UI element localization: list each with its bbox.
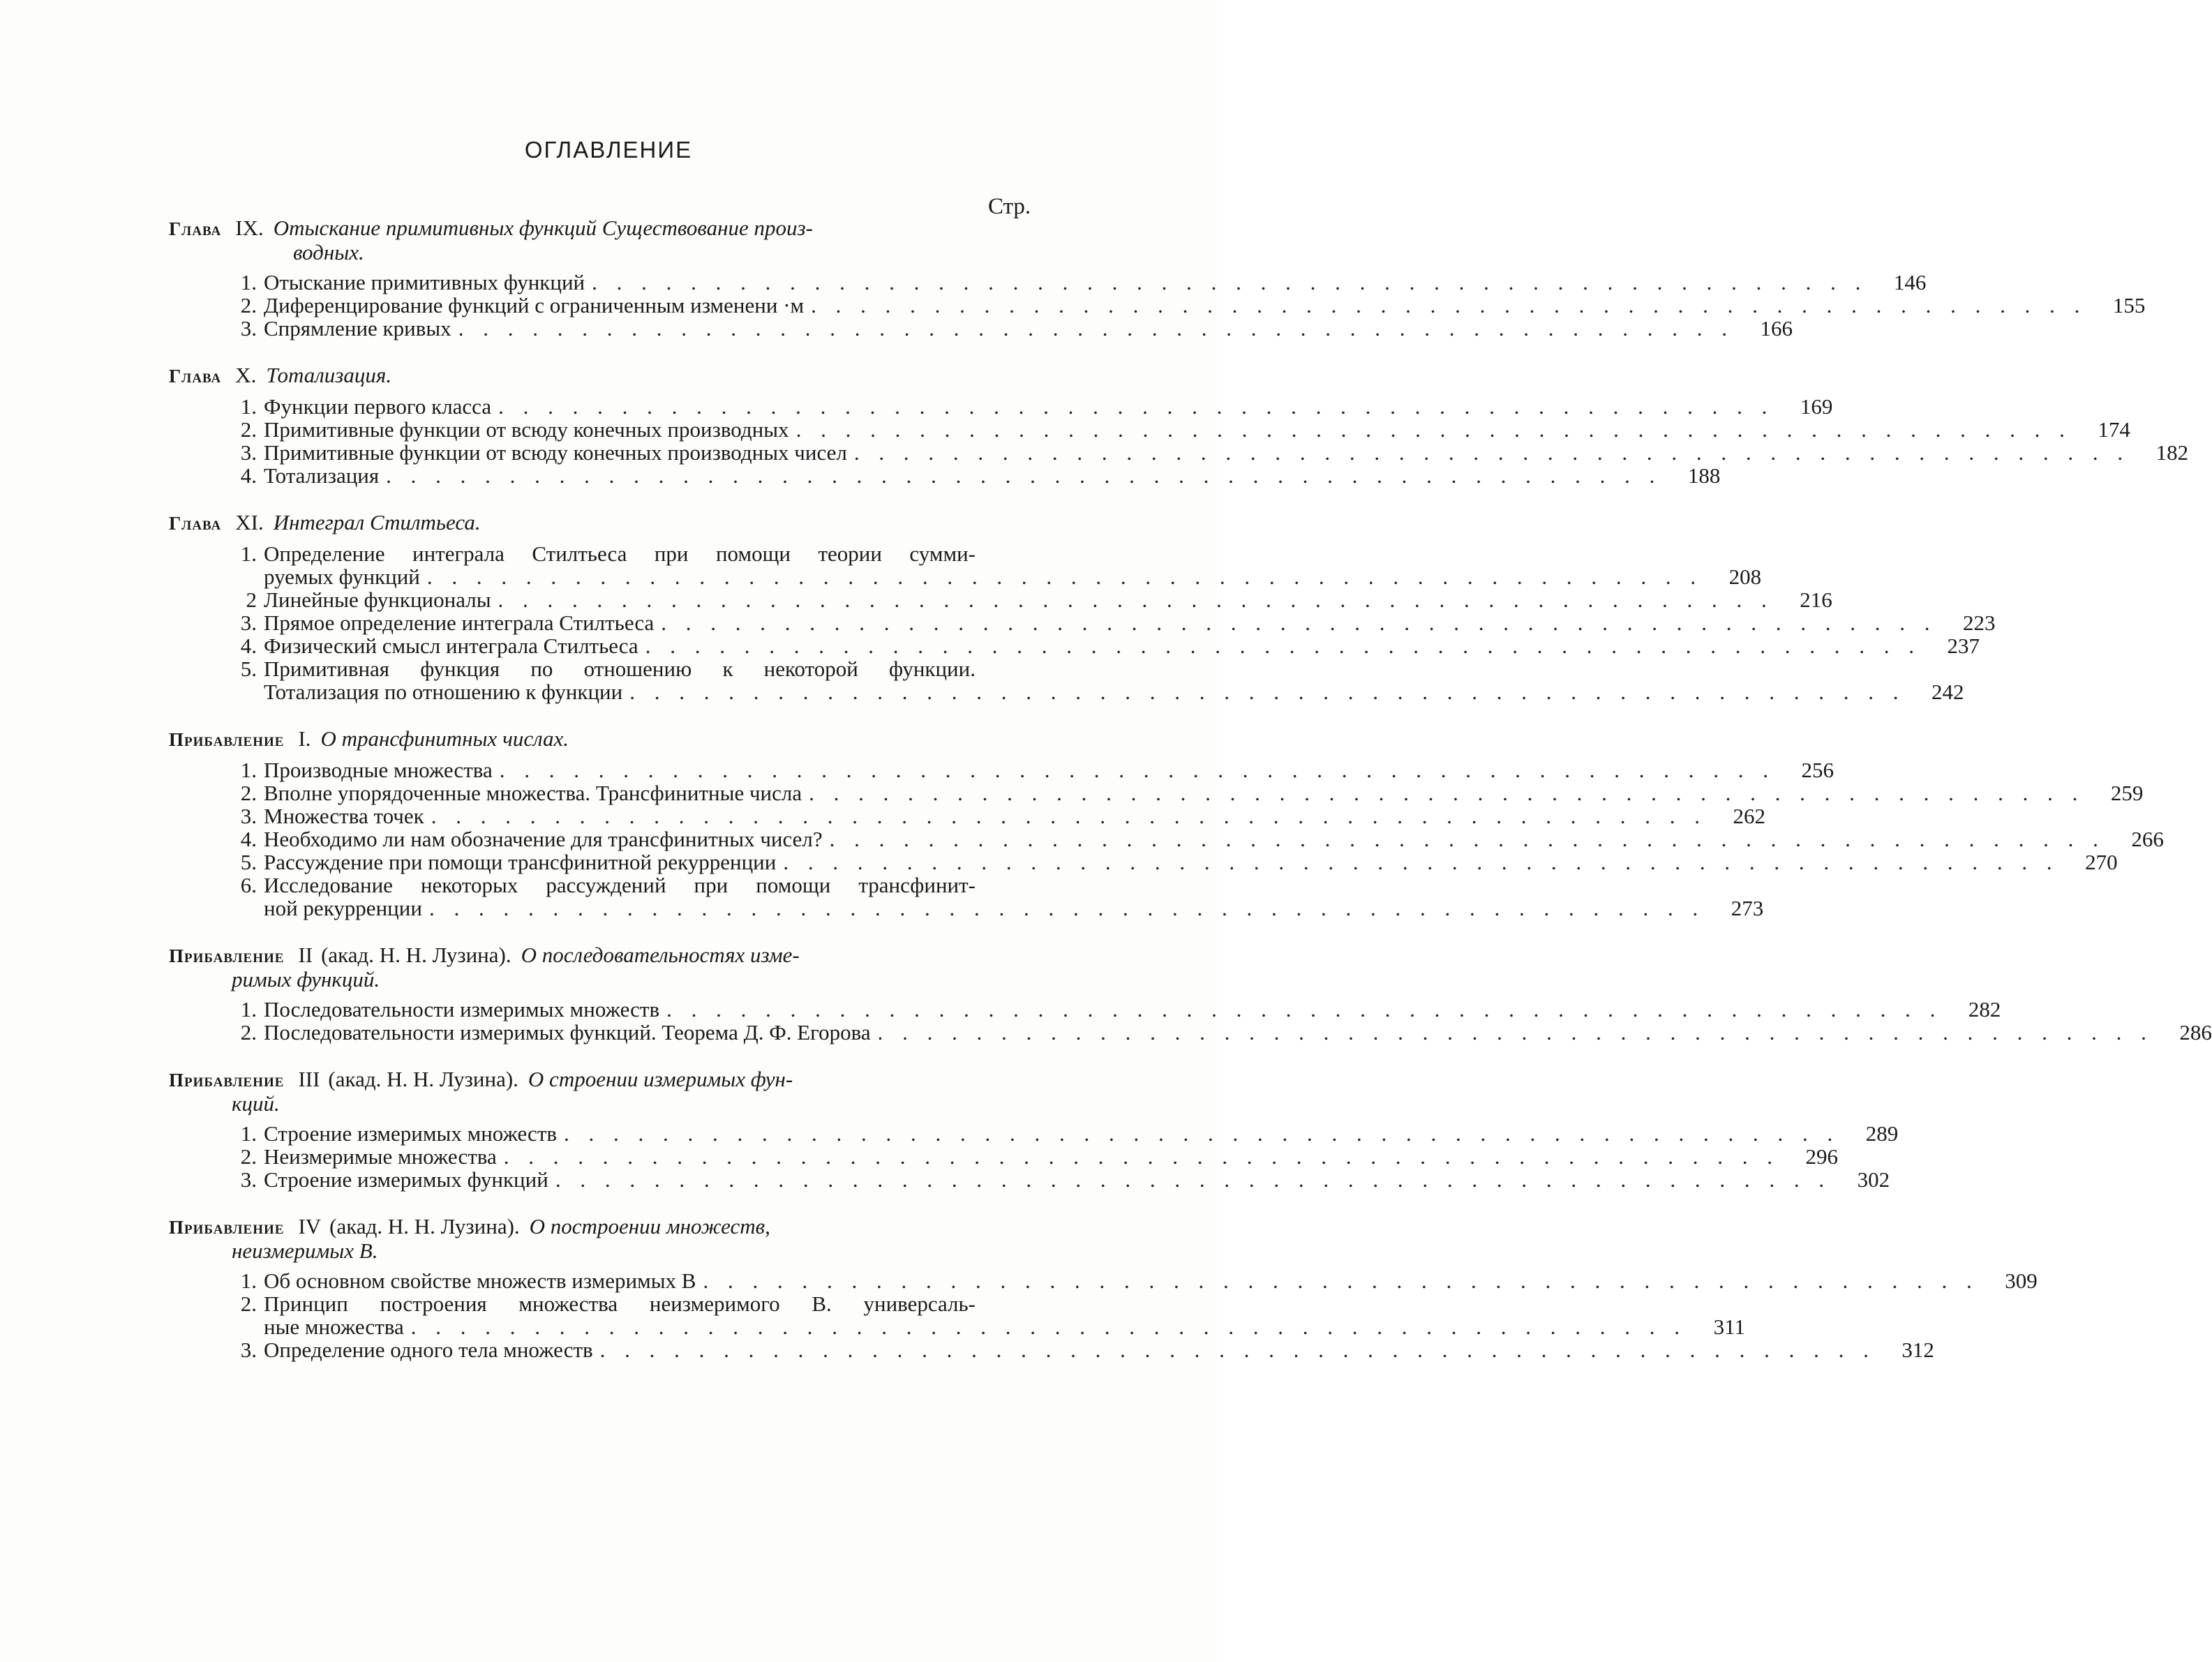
entry-number: 2.: [240, 293, 257, 317]
section-prefix: Глава: [169, 218, 222, 239]
section-author: (акад. Н. Н. Лузина).: [329, 1214, 520, 1238]
section-prefix: Глава: [169, 366, 222, 387]
entry-number: 1.: [240, 997, 257, 1021]
entry-number: 3.: [240, 440, 257, 465]
entry-page-number: 309: [2005, 1268, 2038, 1293]
toc-entry[interactable]: [169, 463, 1721, 488]
toc-entry[interactable]: [169, 440, 2189, 465]
entry-page-number: 182: [2155, 440, 2189, 465]
entry-page-number: 296: [1805, 1144, 1838, 1169]
toc-entry[interactable]: [169, 394, 1833, 419]
entry-page-number: 188: [1687, 463, 1721, 488]
leader-dots: . . . . . . . . . . . . . . . . . . . . . . . . . . . . . . . . . . . . . . . . . . . . . . . . . . . .: [499, 758, 1775, 782]
toc-entry[interactable]: [169, 293, 2146, 317]
leader-dots: . . . . . . . . . . . . . . . . . . . . . . . . . . . . . . . . . . . . . . . . . . . . . . . . . . . .: [458, 316, 1734, 340]
section-prefix: Прибавление: [169, 1217, 285, 1238]
section-number: IV: [298, 1214, 322, 1238]
entry-page-number: 286: [2179, 1020, 2212, 1045]
section-title: О строении измеримых фун-: [528, 1067, 793, 1091]
entry-text: Неизмеримые множества: [264, 1144, 497, 1169]
leader-dots: . . . . . . . . . . . . . . . . . . . . . . . . . . . . . . . . . . . . . . . . . . . . . . . . . . . .: [645, 634, 1921, 658]
leader-dots: . . . . . . . . . . . . . . . . . . . . . . . . . . . . . . . . . . . . . . . . . . . . . . . . . . . .: [666, 997, 1943, 1021]
leader-dots: . . . . . . . . . . . . . . . . . . . . . . . . . . . . . . . . . . . . . . . . . . . . . . . . . . . .: [629, 680, 1906, 704]
entry-number: 6.: [240, 873, 257, 897]
leader-dots: . . . . . . . . . . . . . . . . . . . . . . . . . . . . . . . . . . . . . . . . . . . . . . . . . . . .: [428, 896, 1705, 920]
leader-dots: . . . . . . . . . . . . . . . . . . . . . . . . . . . . . . . . . . . . . . . . . . . . . . . . . . . .: [703, 1268, 1979, 1293]
entry-page-number: 262: [1733, 804, 1765, 828]
entry-text: Функции первого класса: [264, 394, 492, 419]
section-entries: [169, 394, 2189, 488]
toc-entry[interactable]: [169, 611, 1996, 635]
entry-number: 4.: [240, 827, 257, 851]
leader-dots: . . . . . . . . . . . . . . . . . . . . . . . . . . . . . . . . . . . . . . . . . . . . . . . . . . . .: [498, 587, 1774, 612]
leader-dots: . . . . . . . . . . . . . . . . . . . . . . . . . . . . . . . . . . . . . . . . . . . . . . . . . . . .: [431, 804, 1707, 828]
section-entries: [169, 270, 2146, 340]
section-title: О трансфинитных числах.: [320, 726, 569, 751]
section-entries: [169, 1121, 1899, 1192]
section-author: (акад. Н. Н. Лузина).: [321, 943, 511, 967]
entry-number: 2.: [240, 417, 257, 442]
entry-page-number: 208: [1728, 564, 1762, 589]
entry-number: 1.: [240, 1268, 257, 1293]
entry-text: Прямое определение интеграла Стилтьеса: [264, 611, 655, 635]
toc-entry[interactable]: [169, 850, 2118, 874]
leader-dots: . . . . . . . . . . . . . . . . . . . . . . . . . . . . . . . . . . . . . . . . . . . . . . . . . . . .: [592, 270, 1868, 294]
table-of-contents: [169, 216, 2212, 1385]
section-entries: [169, 1268, 2038, 1362]
toc-entry[interactable]: [169, 587, 1832, 612]
entry-text: Определение интеграла Стилтьеса при помощи теории сумми-: [264, 541, 976, 566]
entry-number: 3.: [240, 804, 257, 828]
leader-dots: . . . . . . . . . . . . . . . . . . . . . . . . . . . . . . . . . . . . . . . . . . . . . . . . . . . .: [829, 827, 2105, 851]
leader-dots: . . . . . . . . . . . . . . . . . . . . . . . . . . . . . . . . . . . . . . . . . . . . . . . . . . . .: [661, 611, 1937, 635]
entry-page-number: 266: [2131, 827, 2164, 851]
section-prefix: Прибавление: [169, 1070, 285, 1091]
section-heading: [169, 216, 957, 264]
section-title-continuation: римых функций.: [232, 967, 380, 991]
section-title-continuation: неизмеримых В.: [232, 1238, 378, 1263]
entry-number: 2.: [240, 1292, 257, 1316]
toc-entry[interactable]: [169, 1268, 2038, 1293]
leader-dots: . . . . . . . . . . . . . . . . . . . . . . . . . . . . . . . . . . . . . . . . . . . . . . . . . . . .: [811, 293, 2087, 317]
entry-number: 5.: [240, 657, 257, 681]
entry-number: 3.: [240, 1338, 257, 1362]
entry-number: 1.: [240, 1121, 257, 1146]
section-heading: [169, 1215, 957, 1262]
section-number: IX.: [235, 216, 264, 240]
entry-number: 2.: [240, 781, 257, 805]
leader-dots: . . . . . . . . . . . . . . . . . . . . . . . . . . . . . . . . . . . . . . . . . . . . . . . . . . . .: [564, 1121, 1840, 1146]
leader-dots: . . . . . . . . . . . . . . . . . . . . . . . . . . . . . . . . . . . . . . . . . . . . . . . . . . . .: [795, 417, 2072, 442]
entry-page-number: 270: [2085, 850, 2118, 874]
entry-page-number: 169: [1800, 394, 1833, 419]
leader-dots: . . . . . . . . . . . . . . . . . . . . . . . . . . . . . . . . . . . . . . . . . . . . . . . . . . . .: [410, 1315, 1687, 1339]
toc-entry[interactable]: [169, 1292, 1745, 1339]
toc-entry[interactable]: [169, 634, 1980, 658]
section-heading: [169, 364, 957, 388]
entry-page-number: 155: [2112, 293, 2146, 317]
entry-text: Производные множества: [264, 758, 493, 782]
entry-text: Определение одного тела множеств: [264, 1338, 593, 1362]
toc-entry[interactable]: [169, 1121, 1899, 1146]
toc-entry[interactable]: [169, 270, 1927, 294]
section-title: О последовательностях изме-: [521, 943, 800, 967]
entry-page-number: 302: [1857, 1167, 1890, 1192]
toc-entry[interactable]: [169, 1020, 2212, 1045]
leader-dots: . . . . . . . . . . . . . . . . . . . . . . . . . . . . . . . . . . . . . . . . . . . . . . . . . . . .: [783, 850, 2059, 874]
leader-dots: . . . . . . . . . . . . . . . . . . . . . . . . . . . . . . . . . . . . . . . . . . . . . . . . . . . .: [503, 1144, 1779, 1169]
entry-text: Диференцирование функций с ограниченным изменени ·м: [264, 293, 805, 317]
entry-text: Отыскание примитивных функций: [264, 270, 585, 294]
entry-number: 3.: [240, 1167, 257, 1192]
section-title-continuation: кций.: [232, 1091, 280, 1116]
toc-entry[interactable]: [169, 316, 1793, 340]
entry-page-number: 146: [1893, 270, 1927, 294]
section-number: X.: [235, 363, 257, 387]
entry-page-number: 282: [1968, 997, 2001, 1021]
section-number: I.: [298, 726, 311, 751]
leader-dots: . . . . . . . . . . . . . . . . . . . . . . . . . . . . . . . . . . . . . . . . . . . . . . . . . . . .: [599, 1338, 1876, 1362]
entry-text: Примитивные функции от всюду конечных производных чисел: [264, 440, 847, 465]
entry-text-continuation: ной рекурренции: [264, 896, 422, 920]
entry-number: 1.: [240, 541, 257, 566]
section-heading: [169, 943, 957, 991]
leader-dots: . . . . . . . . . . . . . . . . . . . . . . . . . . . . . . . . . . . . . . . . . . . . . . . . . . . .: [555, 1167, 1832, 1192]
entry-text-continuation: ные множества: [264, 1315, 404, 1339]
entry-text: Множества точек: [264, 804, 424, 828]
section-title: Отыскание примитивных функций Существование произ-: [273, 216, 813, 240]
entry-number: 5.: [240, 850, 257, 874]
entry-text: Линейные функционалы: [264, 587, 491, 612]
entry-text: Принцип построения множества неизмеримого В. универсаль-: [264, 1292, 976, 1316]
page-title: ОГЛАВЛЕНИЕ: [524, 137, 693, 163]
toc-entry[interactable]: [169, 1167, 1890, 1192]
toc-entry[interactable]: [169, 417, 2130, 442]
section-entries: [169, 997, 2212, 1045]
entry-page-number: 311: [1713, 1315, 1745, 1339]
leader-dots: . . . . . . . . . . . . . . . . . . . . . . . . . . . . . . . . . . . . . . . . . . . . . . . . . . . .: [426, 564, 1703, 589]
entry-number: 1.: [240, 394, 257, 419]
leader-dots: . . . . . . . . . . . . . . . . . . . . . . . . . . . . . . . . . . . . . . . . . . . . . . . . . . . .: [386, 463, 1662, 488]
entry-page-number: 216: [1800, 587, 1832, 612]
toc-entry[interactable]: [169, 804, 1765, 828]
section-title: Тотализация.: [266, 363, 392, 387]
entry-text: Строение измеримых функций: [264, 1167, 548, 1192]
section-number: III: [298, 1067, 320, 1091]
entry-text: Об основном свойстве множеств измеримых В: [264, 1268, 696, 1293]
entry-text: Вполне упорядоченные множества. Трансфинитные числа: [264, 781, 802, 805]
entry-number: 4.: [240, 634, 257, 658]
entry-page-number: 312: [1901, 1338, 1934, 1362]
entry-text: Рассуждение при помощи трансфинитной рекурренции: [264, 850, 777, 874]
toc-entry[interactable]: [169, 1338, 1934, 1362]
entry-number: 4.: [240, 463, 257, 488]
entry-text: Необходимо ли нам обозначение для трансфинитных чисел?: [264, 827, 823, 851]
section-title: О построении множеств,: [529, 1214, 770, 1238]
entry-page-number: 256: [1801, 758, 1834, 782]
entry-number: 3.: [240, 316, 257, 340]
entry-page-number: 289: [1865, 1121, 1899, 1146]
section-heading: [169, 511, 957, 535]
entry-text: Примитивная функция по отношению к некоторой функции.: [264, 657, 976, 681]
entry-number: 1.: [240, 758, 257, 782]
section-prefix: Прибавление: [169, 945, 285, 966]
section-entries: [169, 541, 1996, 704]
entry-text: Физический смысл интеграла Стилтьеса: [264, 634, 638, 658]
section-heading: [169, 727, 957, 751]
toc-entry[interactable]: [169, 657, 1964, 704]
page-column-label: Стр.: [988, 194, 1031, 219]
entry-text-continuation: Тотализация по отношению к функции: [264, 680, 623, 704]
section-prefix: Прибавление: [169, 729, 285, 750]
toc-entry[interactable]: [169, 1144, 1838, 1169]
entry-page-number: 174: [2098, 417, 2130, 442]
section-author: (акад. Н. Н. Лузина).: [328, 1067, 518, 1091]
entry-page-number: 166: [1760, 316, 1793, 340]
entry-text: Примитивные функции от всюду конечных производных: [264, 417, 789, 442]
section-number: XI.: [235, 510, 264, 534]
leader-dots: . . . . . . . . . . . . . . . . . . . . . . . . . . . . . . . . . . . . . . . . . . . . . . . . . . . .: [877, 1020, 2153, 1045]
leader-dots: . . . . . . . . . . . . . . . . . . . . . . . . . . . . . . . . . . . . . . . . . . . . . . . . . . . .: [853, 440, 2130, 465]
section-title: Интеграл Стилтьеса.: [273, 510, 481, 534]
entry-page-number: 259: [2110, 781, 2144, 805]
entry-text-continuation: руемых функций: [264, 564, 420, 589]
leader-dots: . . . . . . . . . . . . . . . . . . . . . . . . . . . . . . . . . . . . . . . . . . . . . . . . . . . .: [498, 394, 1774, 419]
entry-number: 2: [246, 587, 257, 612]
section-heading: [169, 1068, 957, 1115]
entry-page-number: 273: [1731, 896, 1764, 920]
section-prefix: Глава: [169, 513, 222, 534]
entry-number: 2.: [240, 1144, 257, 1169]
entry-text: Последовательности измеримых множеств: [264, 997, 660, 1021]
toc-entry[interactable]: [169, 873, 1764, 920]
toc-entry[interactable]: [169, 541, 1762, 589]
entry-page-number: 237: [1947, 634, 1980, 658]
section-title-continuation: водных.: [293, 240, 364, 264]
entry-text: Строение измеримых множеств: [264, 1121, 557, 1146]
entry-text: Исследование некоторых рассуждений при помощи трансфинит-: [264, 873, 976, 897]
entry-number: 2.: [240, 1020, 257, 1045]
entry-text: Тотализация: [264, 463, 380, 488]
section-number: II: [298, 943, 313, 967]
toc-entry[interactable]: [169, 781, 2144, 805]
leader-dots: . . . . . . . . . . . . . . . . . . . . . . . . . . . . . . . . . . . . . . . . . . . . . . . . . . . .: [809, 781, 2085, 805]
entry-number: 1.: [240, 270, 257, 294]
entry-number: 3.: [240, 611, 257, 635]
toc-entry[interactable]: [169, 758, 1834, 782]
section-entries: [169, 758, 2164, 920]
toc-entry[interactable]: [169, 997, 2001, 1021]
entry-text: Спрямление кривых: [264, 316, 451, 340]
entry-page-number: 242: [1931, 680, 1964, 704]
entry-text: Последовательности измеримых функций. Теорема Д. Ф. Егорова: [264, 1020, 871, 1045]
toc-entry[interactable]: [169, 827, 2164, 851]
entry-page-number: 223: [1963, 611, 1996, 635]
